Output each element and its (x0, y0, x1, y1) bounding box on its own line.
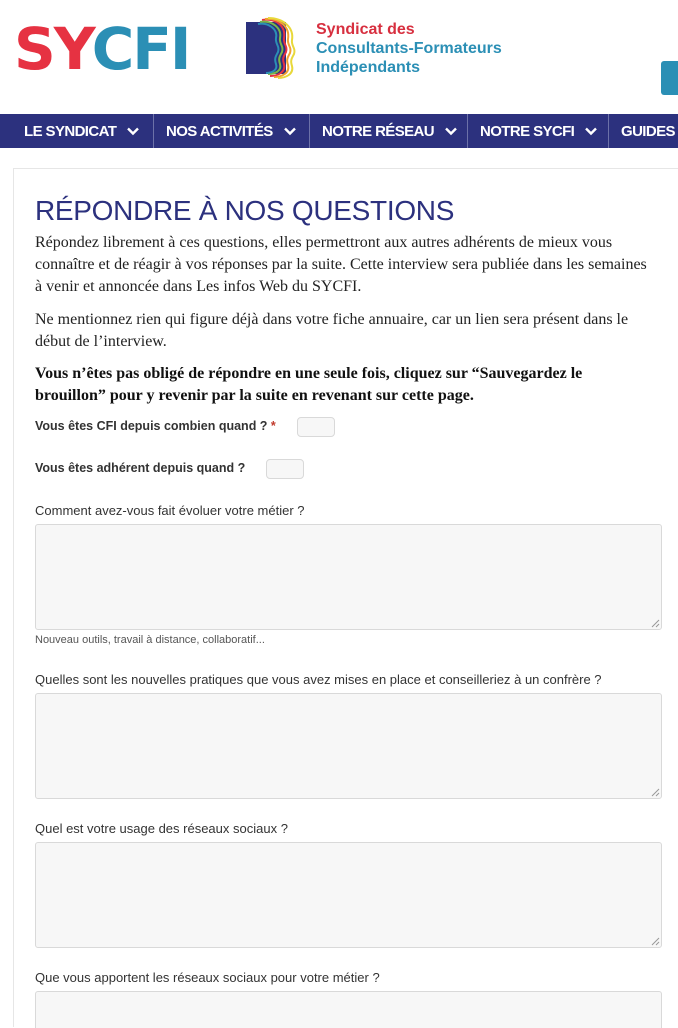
member-since-input[interactable] (266, 459, 304, 479)
member-since-label: Vous êtes adhérent depuis quand ? (35, 461, 246, 475)
chevron-down-icon (283, 124, 297, 138)
nav-item-label: NOTRE SYCFI (480, 122, 575, 140)
question-1-hint: Nouveau outils, travail à distance, collaboratif... (35, 634, 265, 646)
profile-emblem-icon (242, 16, 304, 80)
page-title: RÉPONDRE À NOS QUESTIONS (35, 195, 455, 226)
logo-cfi: CFI (91, 15, 190, 83)
header-side-tab[interactable] (661, 61, 678, 95)
nav-item-label: GUIDES (621, 122, 675, 140)
main-content (13, 168, 678, 1027)
chevron-down-icon (584, 124, 598, 138)
question-3-label: Quel est votre usage des réseaux sociaux ? (35, 821, 288, 836)
tagline-line-3: Indépendants (316, 59, 421, 76)
nav-item-label: NOTRE RÉSEAU (322, 122, 434, 140)
chevron-down-icon (444, 124, 458, 138)
tagline-line-1: Syndicat des (316, 21, 415, 38)
nav-item-notre-sycfi[interactable] (468, 114, 609, 148)
intro-paragraph-1: Répondez librement à ces questions, elles permettront aux autres adhérents de mieux vous connaître et de réagir à vos réponses par la suite. Cette interview sera publiée dans les semaines à venir et annoncée dans Les infos Web du SYCFI. (35, 234, 647, 295)
nav-item-le-syndicat[interactable] (0, 114, 154, 148)
question-4-label: Que vous apportent les réseaux sociaux pour votre métier ? (35, 970, 380, 985)
resize-handle-icon[interactable] (650, 618, 660, 628)
site-header (0, 0, 678, 114)
site-tagline (316, 20, 502, 77)
intro-paragraph-2: Ne mentionnez rien qui figure déjà dans votre fiche annuaire, car un lien sera présent dans le début de l’interview. (35, 311, 629, 350)
nav-item-notre-reseau[interactable] (310, 114, 468, 148)
cfi-since-label-text: Vous êtes CFI depuis combien quand ? (35, 419, 268, 433)
question-3-textarea[interactable] (35, 842, 662, 948)
intro-paragraph-3: Vous n’êtes pas obligé de répondre en une seule fois, cliquez sur “Sauvegardez le brouillon” pour y revenir par la suite en revenant sur cette page. (35, 365, 583, 404)
question-1-label: Comment avez-vous fait évoluer votre métier ? (35, 503, 305, 518)
required-mark: * (270, 419, 276, 433)
question-2-label: Quelles sont les nouvelles pratiques que vous avez mises en place et conseilleriez à un confrère ? (35, 672, 602, 687)
nav-item-label: LE SYNDICAT (24, 122, 117, 140)
nav-item-guides[interactable] (609, 114, 678, 148)
question-2-textarea[interactable] (35, 693, 662, 799)
cfi-since-input[interactable] (297, 417, 335, 437)
site-logo[interactable] (14, 14, 189, 84)
main-navigation (0, 114, 678, 148)
nav-item-nos-activites[interactable] (154, 114, 310, 148)
question-4-textarea[interactable] (35, 991, 662, 1028)
chevron-down-icon (126, 124, 140, 138)
resize-handle-icon[interactable] (650, 936, 660, 946)
logo-sy: SY (14, 15, 92, 83)
resize-handle-icon[interactable] (650, 787, 660, 797)
question-1-textarea[interactable] (35, 524, 662, 630)
cfi-since-label (35, 418, 276, 434)
nav-item-label: NOS ACTIVITÉS (166, 122, 273, 140)
tagline-line-2: Consultants-Formateurs (316, 40, 502, 57)
